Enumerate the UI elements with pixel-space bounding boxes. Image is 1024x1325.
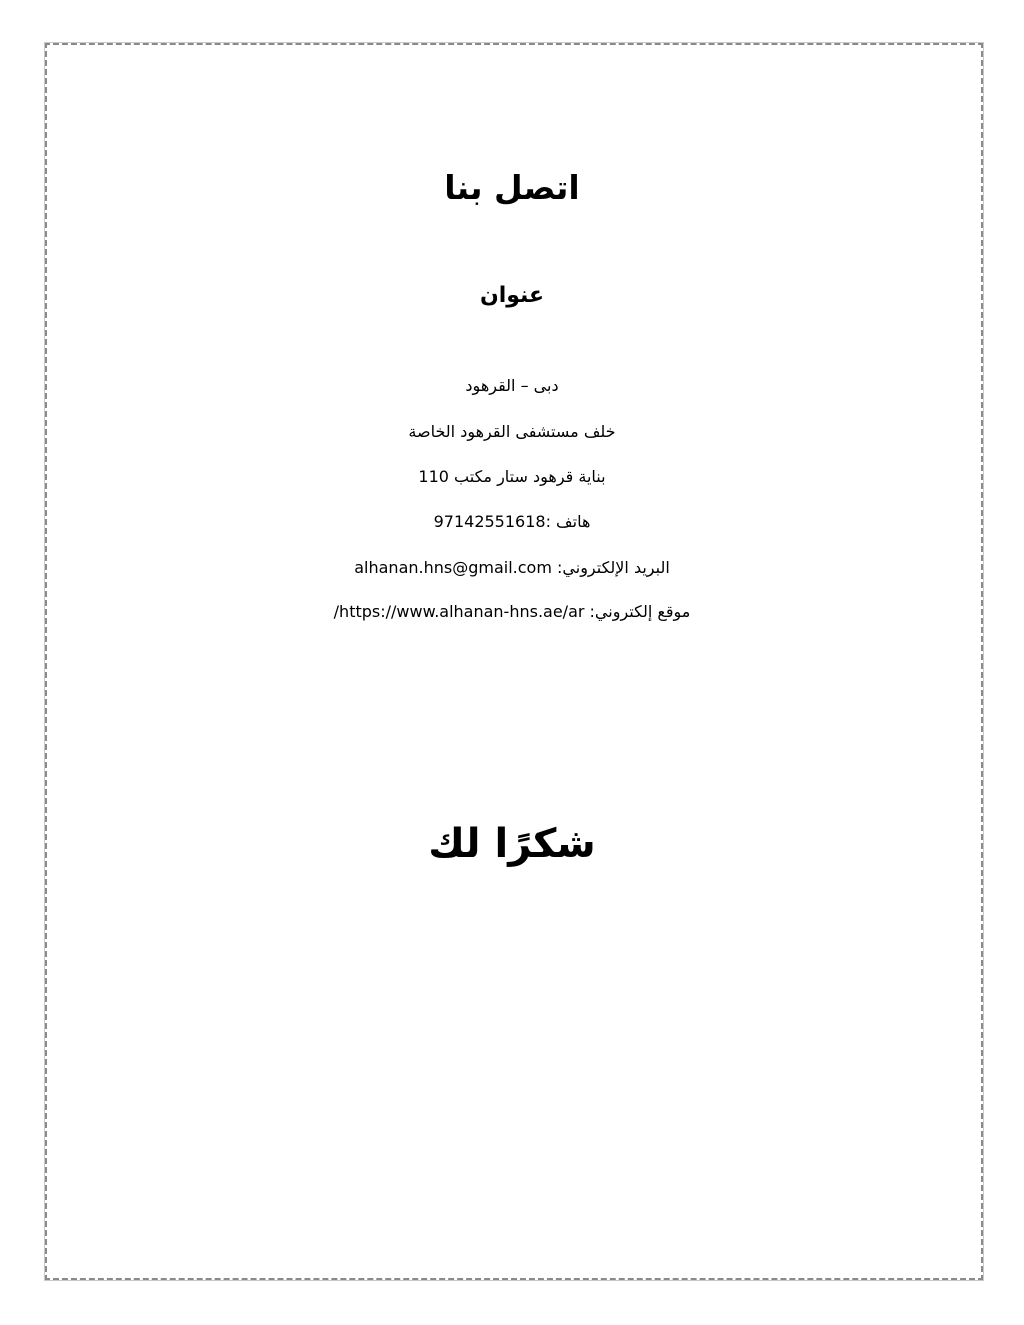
address-heading: عنوان	[479, 283, 545, 308]
page-title: اتصل بنا	[444, 168, 580, 207]
email-line: البريد الإلكتروني: alhanan.hns@gmail.com	[354, 558, 670, 577]
website-line: موقع إلكتروني: https://www.alhanan-hns.ae/ar/	[333, 602, 691, 621]
closing-thanks: شكرًا لك	[428, 821, 596, 867]
address-line-building: بناية قرهود ستار مكتب 110	[418, 467, 606, 486]
page-border	[44, 42, 984, 1281]
address-line-landmark: خلف مستشفى القرهود الخاصة	[408, 422, 616, 441]
address-line-city: دبى – القرهود	[465, 376, 559, 395]
phone-line: هاتف :97142551618	[433, 512, 591, 531]
